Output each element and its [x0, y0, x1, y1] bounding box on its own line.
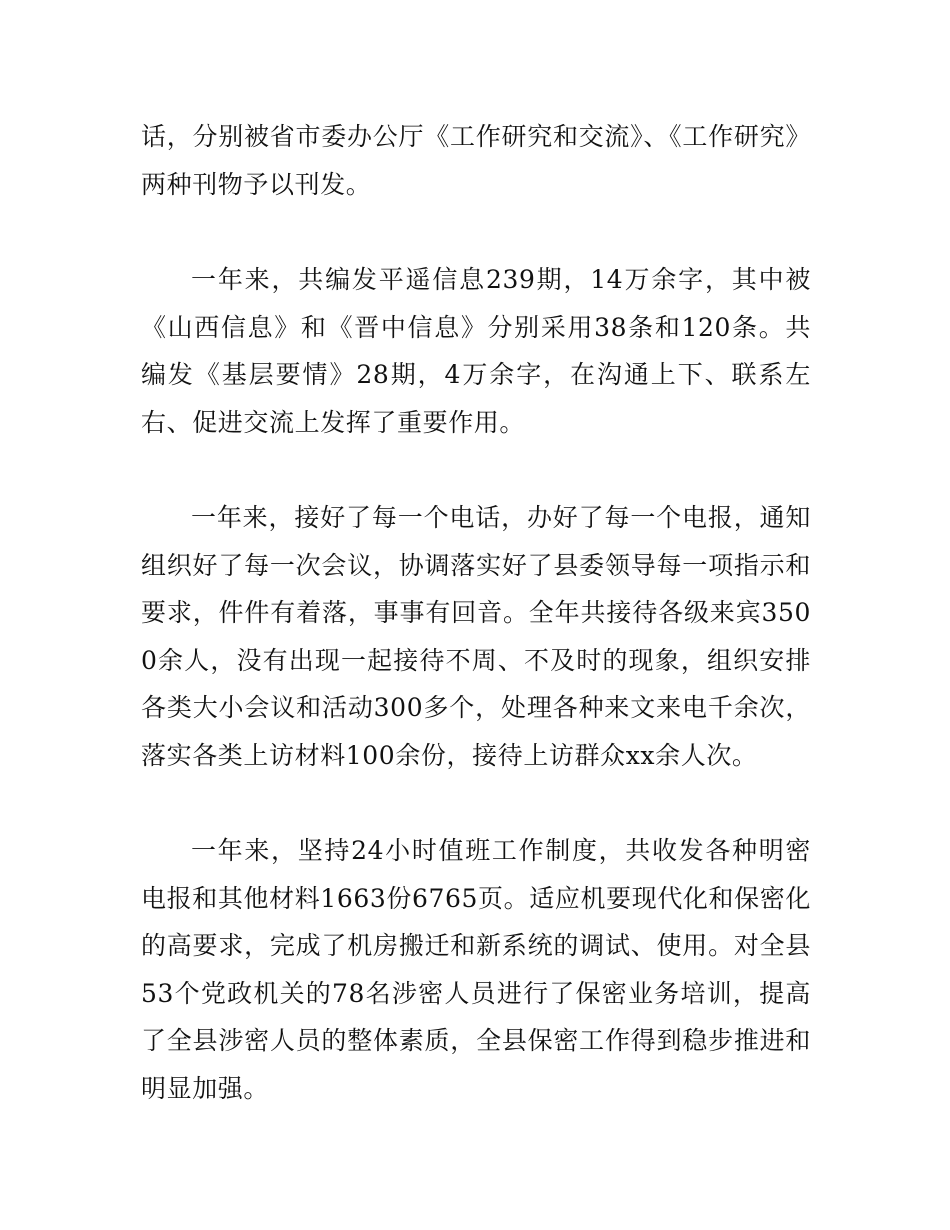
paragraph-information-work: 一年来，共编发平遥信息239期，14万余字，其中被《山西信息》和《晋中信息》分别采用38条和120条。共编发《基层要情》28期，4万余字，在沟通上下、联系左右、促进交流上发挥了重要作用。 [141, 265, 811, 437]
paragraph-reception-work: 一年来，接好了每一个电话，办好了每一个电报，通知组织好了每一次会议，协调落实好了县委领导每一项指示和要求，件件有着落，事事有回音。全年共接待各级来宾3500余人，没有出现一起接待不周、不及时的现象，组织安排各类大小会议和活动300多个，处理各种来文来电千余次，落实各类上访材料100余份，接待上访群众xx余人次。 [141, 503, 811, 770]
document-body [141, 113, 811, 1112]
paragraph-confidential-work: 一年来，坚持24小时值班工作制度，共收发各种明密电报和其他材料1663份6765页。适应机要现代化和保密化的高要求，完成了机房搬迁和新系统的调试、使用。对全县53个党政机关的78名涉密人员进行了保密业务培训，提高了全县涉密人员的整体素质，全县保密工作得到稳步推进和明显加强。 [141, 836, 811, 1103]
paragraph-continuation: 话，分别被省市委办公厅《工作研究和交流》、《工作研究》两种刊物予以刊发。 [141, 122, 811, 199]
